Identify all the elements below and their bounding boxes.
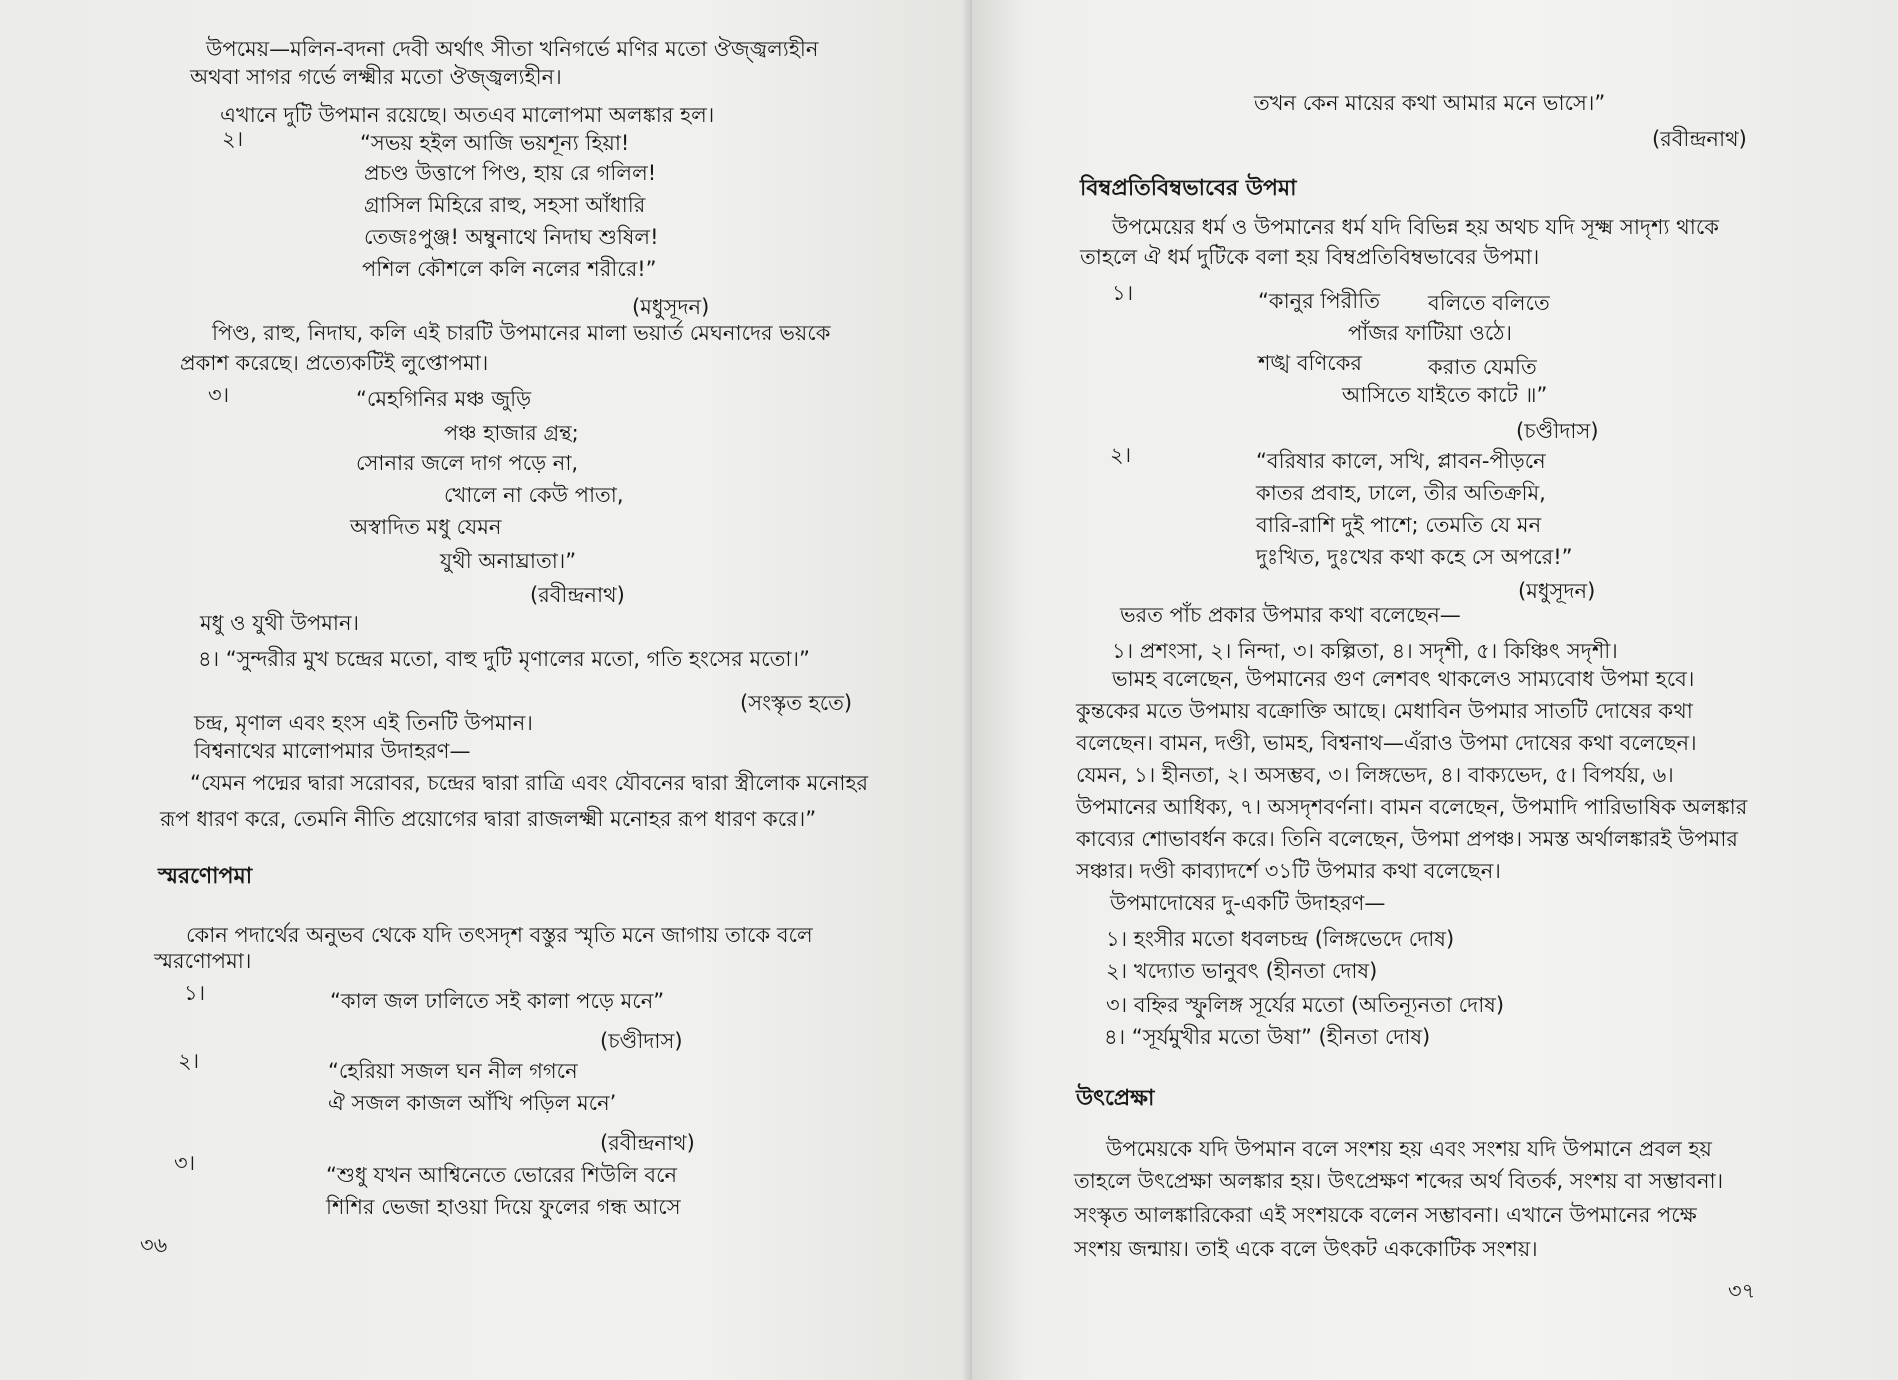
text-line: এখানে দুটি উপমান রয়েছে। অতএব মালোপমা অলঙ্কার হল। [220, 103, 715, 127]
attribution: (চণ্ডীদাস) [1516, 419, 1599, 443]
list-item: ৪। “সূর্যমুখীর মতো উষা” (হীনতা দোষ) [1104, 1025, 1431, 1049]
text-line: উপমেয়—মলিন-বদনা দেবী অর্থাৎ সীতা খনিগর্ভে মণির মতো ঔজ্জ্বল্যহীন [206, 37, 819, 61]
text-line: প্রকাশ করেছে। প্রত্যেকটিই লুপ্তোপমা। [180, 351, 489, 375]
verse-line: ঐ সজল কাজল আঁখি পড়িল মনে’ [328, 1091, 617, 1115]
verse-line: তেজঃপুঞ্জ! অম্বুনাথে নিদাঘ শুষিল! [364, 225, 659, 249]
text-line: “যেমন পদ্মের দ্বারা সরোবর, চন্দ্রের দ্বারা রাত্রি এবং যৌবনের দ্বারা স্ত্রীলোক মনোহর [190, 771, 869, 795]
verse-line: “মেহগিনির মঞ্চ জুড়ি [356, 387, 532, 411]
page-number: ৩৬ [140, 1233, 168, 1257]
verse-line: পাঁজর ফাটিয়া ওঠে। [1348, 321, 1513, 345]
verse-line: বারি-রাশি দুই পাশে; তেমতি যে মন [1256, 513, 1542, 537]
verse-line: “কানুর পিরীতি [1258, 289, 1381, 313]
right-page [972, 0, 1898, 1380]
attribution: (মধুসূদন) [1518, 579, 1596, 603]
text-line: উপমাদোষের দু-একটি উদাহরণ— [1110, 891, 1386, 915]
attribution: (সংস্কৃত হতে) [740, 691, 853, 715]
text-line: ৪। “সুন্দরীর মুখ চন্দ্রের মতো, বাহু দুটি মৃণালের মতো, গতি হংসের মতো।” [198, 647, 810, 671]
verse-line: দুঃখিত, দুঃখের কথা কহে সে অপরে!” [1256, 545, 1573, 569]
verse-line: সোনার জলে দাগ পড়ে না, [356, 451, 579, 475]
attribution: (রবীন্দ্রনাথ) [530, 583, 625, 607]
list-item: ২। খদ্যোত ভানুবৎ (হীনতা দোষ) [1106, 959, 1378, 983]
attribution: (চণ্ডীদাস) [600, 1029, 683, 1053]
page-number: ৩৭ [1728, 1279, 1756, 1303]
text-line: তাহলে ঐ ধর্ম দুটিকে বলা হয় বিম্বপ্রতিবিম্বভাবের উপমা। [1080, 245, 1540, 269]
verse-line: প্রচণ্ড উত্তাপে পিণ্ড, হায় রে গলিল! [364, 161, 657, 185]
verse-line: যুথী অনাঘ্রাতা।” [440, 549, 577, 573]
text-line: ১। প্রশংসা, ২। নিন্দা, ৩। কল্পিতা, ৪। সদৃশী, ৫। কিঞ্চিৎ সদৃশী। [1112, 639, 1618, 663]
section-heading: উৎপ্রেক্ষা [1076, 1086, 1155, 1111]
verse-line: “কাল জল ঢালিতে সই কালা পড়ে মনে” [330, 989, 665, 1013]
text-line: মধু ও যুথী উপমান। [200, 611, 360, 635]
verse-line: শঙ্খ বণিকের [1258, 351, 1362, 375]
verse-line: “হেরিয়া সজল ঘন নীল গগনে [328, 1059, 578, 1083]
example-number: ২। [222, 127, 244, 151]
example-number: ১। [1112, 281, 1134, 305]
text-line: বলেছেন। বামন, দণ্ডী, ভামহ, বিশ্বনাথ—এঁরাও উপমা দোষের কথা বলেছেন। [1076, 731, 1697, 755]
example-number: ৩। [208, 383, 230, 407]
text-line: সঞ্চার। দণ্ডী কাব্যাদর্শে ৩১টি উপমার কথা বলেছেন। [1076, 859, 1501, 883]
verse-line: পঞ্চ হাজার গ্রন্থ; [444, 421, 579, 445]
text-line: স্মরণোপমা। [154, 949, 252, 973]
text-line: বিশ্বনাথের মালোপমার উদাহরণ— [194, 739, 471, 763]
text-line: উপমেয়ের ধর্ম ও উপমানের ধর্ম যদি বিভিন্ন হয় অথচ যদি সূক্ষ্ম সাদৃশ্য থাকে [1112, 215, 1719, 239]
text-line: উপমেয়কে যদি উপমান বলে সংশয় হয় এবং সংশয় যদি উপমানে প্রবল হয় [1106, 1137, 1712, 1161]
verse-line: পশিল কৌশলে কলি নলের শরীরে!” [362, 257, 657, 281]
verse-line: “শুধু যখন আশ্বিনেতে ভোরের শিউলি বনে [326, 1163, 678, 1187]
attribution: (রবীন্দ্রনাথ) [600, 1131, 695, 1155]
section-heading: স্মরণোপমা [158, 864, 253, 889]
verse-line: বলিতে বলিতে [1428, 291, 1550, 315]
verse-line: খোলে না কেউ পাতা, [444, 483, 624, 507]
list-item: ৩। বহ্নির স্ফুলিঙ্গ সূর্যের মতো (অতিন্যূনতা দোষ) [1106, 993, 1505, 1017]
text-line: ভরত পাঁচ প্রকার উপমার কথা বলেছেন— [1120, 603, 1461, 627]
verse-line: তখন কেন মায়ের কথা আমার মনে ভাসে।” [1254, 91, 1606, 115]
verse-line: করাত যেমতি [1428, 355, 1537, 379]
text-line: সংশয় জন্মায়। তাই একে বলে উৎকট এককোটিক সংশয়। [1074, 1237, 1538, 1261]
verse-line: অস্বাদিত মধু যেমন [350, 515, 502, 539]
text-line: পিণ্ড, রাহু, নিদাঘ, কলি এই চারটি উপমানের মালা ভয়ার্ত মেঘনাদের ভয়কে [212, 321, 831, 345]
text-line: রূপ ধারণ করে, তেমনি নীতি প্রয়োগের দ্বারা রাজলক্ষ্মী মনোহর রূপ ধারণ করে।” [160, 807, 817, 831]
verse-line: গ্রাসিল মিহিরে রাহু, সহসা আঁধারি [364, 193, 646, 217]
text-line: কুন্তকের মতে উপমায় বক্রোক্তি আছে। মেধাবিন উপমার সাতটি দোষের কথা [1076, 699, 1693, 723]
text-line: কাব্যের শোভাবর্ধন করে। তিনি বলেছেন, উপমা প্রপঞ্চ। সমস্ত অর্থালঙ্কারই উপমার [1076, 827, 1738, 851]
text-line: যেমন, ১। হীনতা, ২। অসম্ভব, ৩। লিঙ্গভেদ, ৪। বাক্যভেদ, ৫। বিপর্যয়, ৬। [1076, 763, 1674, 787]
verse-line: কাতর প্রবাহ, ঢালে, তীর অতিক্রমি, [1256, 481, 1546, 505]
example-number: ১। [184, 981, 206, 1005]
example-number: ২। [178, 1049, 200, 1073]
attribution: (রবীন্দ্রনাথ) [1652, 127, 1747, 151]
text-line: চন্দ্র, মৃণাল এবং হংস এই তিনটি উপমান। [194, 711, 533, 735]
text-line: সংস্কৃত আলঙ্কারিকেরা এই সংশয়কে বলেন সম্ভাবনা। এখানে উপমানের পক্ষে [1074, 1203, 1697, 1227]
section-heading: বিম্বপ্রতিবিম্বভাবের উপমা [1080, 176, 1297, 201]
text-line: উপমানের আধিক্য, ৭। অসদৃশবর্ণনা। বামন বলেছেন, উপমাদি পারিভাষিক অলঙ্কার [1076, 795, 1748, 819]
example-number: ২। [1110, 443, 1132, 467]
example-number: ৩। [174, 1151, 196, 1175]
verse-line: “সভয় হইল আজি ভয়শূন্য হিয়া! [360, 131, 630, 155]
verse-line: শিশির ভেজা হাওয়া দিয়ে ফুলের গন্ধ আসে [326, 1195, 681, 1219]
verse-line: আসিতে যাইতে কাটে ॥” [1342, 383, 1548, 407]
text-line: অথবা সাগর গর্ভে লক্ষ্মীর মতো ঔজ্জ্বল্যহীন। [190, 65, 562, 89]
list-item: ১। হংসীর মতো ধবলচন্দ্র (লিঙ্গভেদে দোষ) [1106, 927, 1455, 951]
text-line: ভামহ বলেছেন, উপমানের গুণ লেশবৎ থাকলেও সাম্যবোধ উপমা হবে। [1112, 667, 1695, 691]
attribution: (মধুসূদন) [632, 295, 710, 319]
verse-line: “বরিষার কালে, সখি, প্লাবন-পীড়নে [1256, 449, 1546, 473]
text-line: তাহলে উৎপ্রেক্ষা অলঙ্কার হয়। উৎপ্রেক্ষণ শব্দের অর্থ বিতর্ক, সংশয় বা সম্ভাবনা। [1074, 1169, 1724, 1193]
text-line: কোন পদার্থের অনুভব থেকে যদি তৎসদৃশ বস্তুর স্মৃতি মনে জাগায় তাকে বলে [186, 923, 813, 947]
